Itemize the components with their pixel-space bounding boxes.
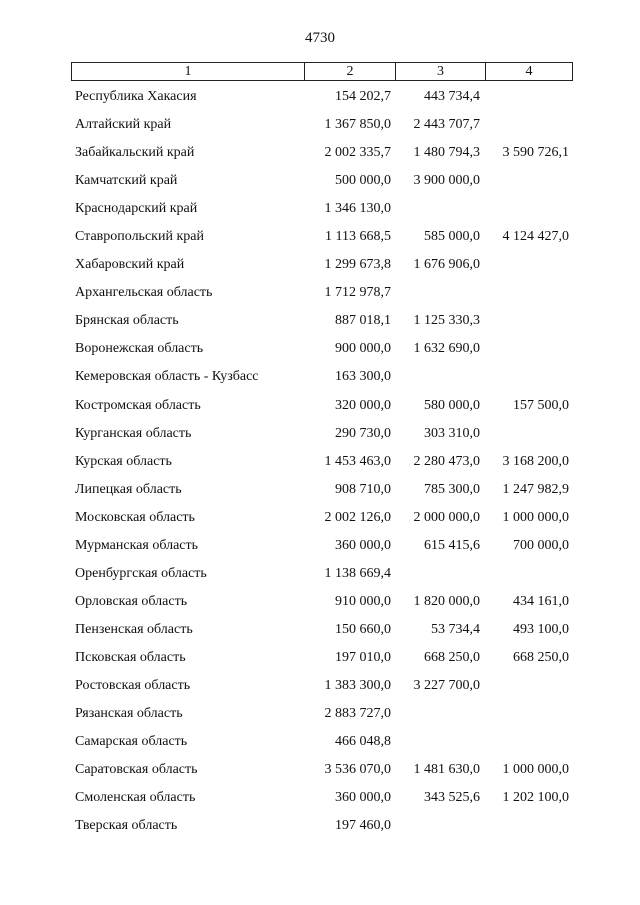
table-row: [0, 617, 640, 645]
value-col-2: 3 536 070,0: [324, 762, 391, 778]
value-col-3: 1 632 690,0: [413, 341, 480, 357]
region-name: Рязанская область: [75, 706, 183, 722]
region-name: Ростовская область: [75, 677, 191, 693]
region-name: Курская область: [75, 453, 172, 469]
table-row: [0, 757, 640, 785]
region-name: Самарская область: [75, 734, 188, 750]
table-row: [0, 645, 640, 673]
table-row: [0, 308, 640, 336]
value-col-3: 668 250,0: [424, 649, 480, 665]
region-name: Ставропольский край: [75, 229, 204, 245]
value-col-2: 908 710,0: [335, 481, 391, 497]
table-row: [0, 785, 640, 813]
region-name: Саратовская область: [75, 762, 198, 778]
value-col-2: 320 000,0: [335, 397, 391, 413]
value-col-2: 197 010,0: [335, 649, 391, 665]
header-col-3: 3: [396, 63, 486, 80]
region-name: Смоленская область: [75, 790, 196, 806]
region-name: Алтайский край: [75, 117, 172, 133]
table-row: [0, 393, 640, 421]
value-col-3: 1 820 000,0: [413, 593, 480, 609]
table-row: [0, 505, 640, 533]
header-col-4: 4: [525, 64, 533, 79]
value-col-4: 1 000 000,0: [502, 762, 569, 778]
value-col-2: 1 712 978,7: [324, 285, 391, 301]
value-col-3: 615 415,6: [424, 537, 480, 553]
region-name: Забайкальский край: [75, 145, 195, 161]
value-col-2: 2 883 727,0: [324, 706, 391, 722]
table-row: [0, 477, 640, 505]
table-row: [0, 112, 640, 140]
value-col-4: 700 000,0: [513, 537, 569, 553]
value-col-2: 900 000,0: [335, 341, 391, 357]
value-col-2: 1 138 669,4: [324, 565, 391, 581]
table-row: [0, 421, 640, 449]
value-col-2: 154 202,7: [335, 89, 391, 104]
table-row: [0, 140, 640, 168]
region-name: Псковская область: [75, 649, 186, 665]
table-row: [0, 84, 640, 112]
region-name: Орловская область: [75, 593, 188, 609]
value-col-4: 1 247 982,9: [502, 481, 569, 497]
value-col-2: 1 383 300,0: [324, 677, 391, 693]
value-col-3: 580 000,0: [424, 397, 480, 413]
value-col-3: 2 443 707,7: [413, 117, 480, 133]
value-col-2: 500 000,0: [335, 173, 391, 189]
value-col-4: 1 202 100,0: [502, 790, 569, 806]
value-col-3: 443 734,4: [424, 89, 480, 104]
region-name: Воронежская область: [75, 341, 204, 357]
region-name: Костромская область: [75, 397, 201, 413]
value-col-3: 3 900 000,0: [413, 173, 480, 189]
table-row: [0, 533, 640, 561]
value-col-2: 2 002 126,0: [324, 509, 391, 525]
region-name: Краснодарский край: [75, 201, 198, 217]
table-row: [0, 813, 640, 841]
value-col-4: 434 161,0: [513, 593, 569, 609]
table-row: [0, 729, 640, 757]
region-name: Оренбургская область: [75, 565, 207, 581]
region-name: Брянская область: [75, 313, 179, 329]
value-col-3: 785 300,0: [424, 481, 480, 497]
value-col-4: 493 100,0: [513, 621, 569, 637]
value-col-2: 466 048,8: [335, 734, 391, 750]
value-col-3: 3 227 700,0: [413, 677, 480, 693]
value-col-4: 4 124 427,0: [502, 229, 569, 245]
region-name: Липецкая область: [75, 481, 182, 497]
value-col-2: 1 346 130,0: [324, 201, 391, 217]
header-col-1: 1: [72, 63, 305, 80]
value-col-3: 585 000,0: [424, 229, 480, 245]
table-row: [0, 280, 640, 308]
value-col-2: 290 730,0: [335, 425, 391, 441]
value-col-2: 360 000,0: [335, 790, 391, 806]
value-col-4: 3 168 200,0: [502, 453, 569, 469]
table-row: [0, 168, 640, 196]
table-body: [0, 84, 640, 841]
region-name: Тверская область: [75, 818, 178, 834]
value-col-2: 1 299 673,8: [324, 257, 391, 273]
region-name: Пензенская область: [75, 621, 193, 637]
table-row: [0, 701, 640, 729]
region-name: Камчатский край: [75, 173, 178, 189]
table-row: [0, 336, 640, 364]
page-number: 4730: [305, 30, 335, 46]
value-col-2: 887 018,1: [335, 313, 391, 329]
value-col-2: 910 000,0: [335, 593, 391, 609]
value-col-3: 1 125 330,3: [413, 313, 480, 329]
table-row: [0, 224, 640, 252]
value-col-3: 2 280 473,0: [413, 453, 480, 469]
region-name: Республика Хакасия: [75, 89, 197, 104]
value-col-3: 53 734,4: [431, 621, 480, 637]
value-col-4: 3 590 726,1: [502, 145, 569, 161]
value-col-3: 1 676 906,0: [413, 257, 480, 273]
table-row: [0, 561, 640, 589]
table-row: [0, 589, 640, 617]
region-name: Хабаровский край: [75, 257, 185, 273]
table-row: [0, 449, 640, 477]
table-header: [71, 62, 573, 81]
value-col-3: 303 310,0: [424, 425, 480, 441]
region-name: Мурманская область: [75, 537, 199, 553]
table-row: [0, 364, 640, 392]
value-col-4: 157 500,0: [513, 397, 569, 413]
value-col-2: 1 453 463,0: [324, 453, 391, 469]
value-col-4: 668 250,0: [513, 649, 569, 665]
region-name: Архангельская область: [75, 285, 213, 301]
table-row: [0, 196, 640, 224]
table-row: [0, 252, 640, 280]
table-row: [0, 673, 640, 701]
region-name: Московская область: [75, 509, 195, 525]
value-col-3: 1 480 794,3: [413, 145, 480, 161]
value-col-3: 1 481 630,0: [413, 762, 480, 778]
value-col-2: 150 660,0: [335, 621, 391, 637]
value-col-2: 163 300,0: [335, 369, 391, 385]
region-name: Курганская область: [75, 425, 192, 441]
value-col-3: 2 000 000,0: [413, 509, 480, 525]
value-col-4: 1 000 000,0: [502, 509, 569, 525]
value-col-3: 343 525,6: [424, 790, 480, 806]
value-col-2: 197 460,0: [335, 818, 391, 834]
value-col-2: 1 367 850,0: [324, 117, 391, 133]
header-col-2: 2: [305, 63, 396, 80]
value-col-2: 1 113 668,5: [325, 229, 391, 245]
region-name: Кемеровская область - Кузбасс: [75, 369, 259, 385]
value-col-2: 2 002 335,7: [324, 145, 391, 161]
value-col-2: 360 000,0: [335, 537, 391, 553]
